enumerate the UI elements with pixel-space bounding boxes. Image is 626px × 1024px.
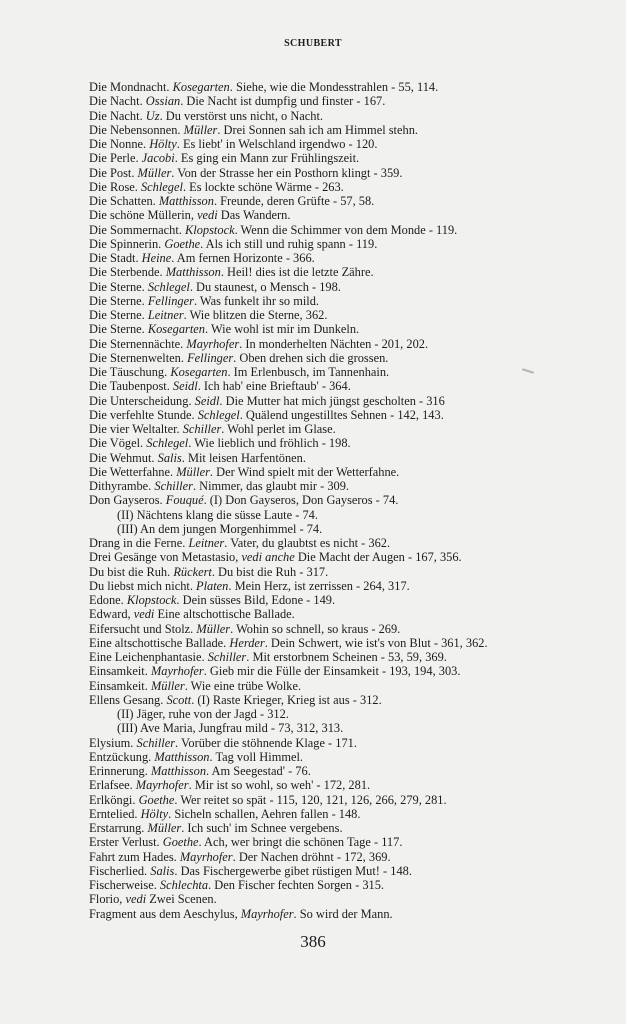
entry-author: Scott (166, 692, 192, 707)
entry-incipit-pages: . Drei Sonnen sah ich am Himmel stehn. (217, 122, 418, 137)
entry-incipit-pages: . Vorüber die stöhnende Klage - 171. (175, 735, 357, 750)
entry-title: Die Spinnerin. (89, 236, 165, 251)
entry-author: Klopstock (185, 222, 235, 237)
entry-incipit-pages: . Den Fischer fechten Sorgen - 315. (208, 878, 385, 892)
entry-incipit-pages: Eine altschottische Ballade. (154, 607, 295, 622)
entry-title: Die Stadt. (89, 251, 142, 265)
entry-author: Jacobi (141, 151, 175, 166)
entry-title: Fischerlied. (89, 863, 151, 878)
entry-author: Goethe (162, 835, 199, 850)
entry-incipit-pages: . Sicheln schallen, Aehren fallen - 148. (168, 806, 361, 821)
entry-incipit-pages: . Es liebt' in Welschland irgendwo - 120. (176, 137, 378, 151)
index-entry (89, 365, 488, 379)
entry-author: Schiller (154, 479, 193, 493)
index-entry (89, 436, 488, 450)
entry-title: Die Mondnacht. (89, 80, 173, 94)
entry-incipit-pages: . Dein Schwert, wie ist's von Blut - 361, 362. (264, 635, 488, 650)
index-entry (89, 835, 488, 849)
entry-incipit-pages: . Am Seegestad' - 76. (206, 764, 311, 778)
index-entry (89, 593, 488, 607)
entry-incipit-pages: . Ach, wer bringt die schönen Tage - 117. (198, 835, 403, 850)
index-entry (89, 237, 488, 251)
entry-incipit-pages: . (I) Don Gayseros, Don Gayseros - 74. (203, 493, 399, 508)
index-entry (89, 536, 488, 550)
entry-title: Drei Gesänge von Metastasio, (89, 550, 242, 565)
entry-incipit-pages: . Quälend ungestilltes Sehnen - 142, 143. (239, 407, 444, 422)
entry-author: Kosegarten (170, 365, 228, 379)
entry-title: Drang in die Ferne. (89, 536, 189, 550)
entry-incipit-pages: . Wohl perlet im Glase. (221, 422, 336, 436)
entry-incipit-pages: . Mein Herz, ist zerrissen - 264, 317. (228, 578, 410, 593)
index-subentry (89, 707, 488, 721)
entry-author: Mayrhofer (240, 906, 294, 921)
entry-incipit-pages: Zwei Scenen. (146, 892, 217, 907)
index-entry (89, 607, 488, 621)
entry-title: Erlköngi. (89, 792, 139, 807)
entry-author: Mayrhofer (186, 336, 240, 351)
entry-incipit-pages: . Wie lieblich und fröhlich - 198. (188, 436, 351, 451)
entry-incipit-pages: . So wird der Mann. (293, 906, 393, 921)
index-entry (89, 907, 488, 921)
entry-author: Schiller (136, 735, 176, 750)
page-number: 386 (300, 932, 326, 951)
index-entry (89, 451, 488, 465)
entry-title: Die Sterne. (89, 322, 148, 337)
entry-title: Erntelied. (89, 806, 141, 821)
entry-title: Die Perle. (89, 151, 142, 166)
entry-author: Herder (229, 635, 265, 650)
entry-incipit-pages: . Du verstörst uns nicht, o Nacht. (159, 108, 324, 123)
entry-title: (II) Nächtens klang die süsse Laute - 74. (117, 507, 318, 522)
index-entry (89, 251, 488, 265)
entry-incipit-pages: . Wer reitet so spät - 115, 120, 121, 126, 266, 279, 281. (174, 792, 447, 807)
index-entry (89, 280, 488, 294)
entry-title: Edone. (89, 593, 127, 607)
entry-title: (II) Jäger, ruhe von der Jagd - 312. (117, 707, 289, 721)
index-entry (89, 322, 488, 336)
entry-author: vedi (197, 208, 218, 223)
index-entry (89, 265, 488, 279)
entry-author: Schlegel (197, 407, 240, 422)
entry-incipit-pages: . Siehe, wie die Mondesstrahlen - 55, 114. (229, 80, 439, 94)
entry-incipit-pages: . (I) Raste Krieger, Krieg ist aus - 312. (191, 692, 382, 707)
index-entry (89, 878, 488, 892)
entry-title: Fahrt zum Hades. (89, 849, 180, 864)
entry-incipit-pages: . Mit erstorbnem Scheinen - 53, 59, 369. (246, 650, 447, 664)
entry-title: Edward, (89, 607, 134, 622)
entry-title: Die Schatten. (89, 194, 159, 208)
entry-incipit-pages: . Vater, du glaubtst es nicht - 362. (224, 536, 391, 550)
index-entry (89, 422, 488, 436)
entry-incipit-pages: . Als ich still und ruhig spann - 119. (200, 236, 378, 251)
index-entry (89, 137, 488, 151)
entry-author: Matthisson (158, 194, 214, 208)
index-entry (89, 80, 488, 94)
index-entry (89, 337, 488, 351)
entry-author: Schlegel (146, 436, 189, 451)
entry-title: Florio, (89, 892, 126, 907)
index-entry (89, 493, 488, 507)
entry-incipit-pages: . Die Mutter hat mich jüngst gescholten - 316 (219, 393, 445, 408)
entry-author: Kosegarten (147, 322, 205, 337)
entry-title: Die Täuschung. (89, 365, 171, 379)
entry-incipit-pages: . Es lockte schöne Wärme - 263. (182, 179, 344, 194)
entry-title: Einsamkeit. (89, 664, 151, 679)
entry-title: Fischerweise. (89, 878, 160, 892)
index-entry (89, 565, 488, 579)
index-entry (89, 764, 488, 778)
entry-title: Du liebst mich nicht. (89, 578, 197, 593)
entry-incipit-pages: . Wohin so schnell, so kraus - 269. (230, 621, 401, 636)
entry-author: Seidl (194, 393, 220, 408)
entry-incipit-pages: Die Macht der Augen - 167, 356. (294, 550, 462, 565)
entry-title: Die vier Weltalter. (89, 422, 183, 436)
entry-incipit-pages: . Was funkelt ihr so mild. (193, 293, 320, 308)
entry-author: Hölty (149, 137, 177, 151)
entry-incipit-pages: . Wenn die Schimmer von dem Monde - 119. (234, 222, 458, 237)
index-entry (89, 180, 488, 194)
entry-title: Die Sterne. (89, 308, 148, 322)
entry-incipit-pages: . Gieb mir die Fülle der Einsamkeit - 193, 194, 303. (203, 664, 461, 679)
entry-title: Die Vögel. (89, 436, 147, 451)
entry-title: Die Sterbende. (89, 265, 166, 280)
entry-author: Schlegel (147, 279, 190, 294)
running-header: SCHUBERT (284, 38, 342, 49)
entry-author: vedi (133, 607, 155, 622)
entry-title: (III) Ave Maria, Jungfrau mild - 73, 312, 313. (117, 721, 344, 736)
entry-title: Fragment aus dem Aeschylus, (89, 906, 241, 921)
entry-author: Müller (137, 165, 172, 180)
index-entry (89, 151, 488, 165)
entry-title: Die Sommernacht. (89, 222, 186, 237)
entry-title: Die Sterne. (89, 279, 148, 294)
index-entry (89, 778, 488, 792)
entry-incipit-pages: . Dein süsses Bild, Edone - 149. (176, 593, 336, 607)
entry-title: Ellens Gesang. (89, 692, 167, 707)
index-entry (89, 650, 488, 664)
entry-author: Schlegel (140, 179, 183, 194)
index-entry (89, 208, 488, 222)
index-entry (89, 123, 488, 137)
entry-title: Erster Verlust. (89, 835, 163, 850)
entry-title: Die Sternenwelten. (89, 350, 188, 365)
entry-title: Die Nacht. (89, 94, 146, 109)
index-entry (89, 194, 488, 208)
entry-title: Erlafsee. (89, 778, 136, 793)
entry-incipit-pages: . In monderhelten Nächten - 201, 202. (239, 336, 429, 351)
entry-title: Die Sterne. (89, 293, 148, 308)
entry-incipit-pages: . Mit leisen Harfentönen. (181, 450, 306, 465)
index-entry (89, 750, 488, 764)
entry-author: Fellinger (187, 350, 234, 365)
entry-title: Die Wetterfahne. (89, 464, 177, 479)
entry-author: Müller (183, 122, 218, 137)
entry-author: Ossian (145, 94, 181, 109)
index-entry (89, 479, 488, 493)
index-entry (89, 408, 488, 422)
index-entry (89, 550, 488, 564)
index-subentry (89, 721, 488, 735)
entry-author: Fouqué (165, 493, 204, 508)
entry-author: Heine (141, 251, 172, 265)
entry-author: Müller (176, 464, 210, 479)
entry-incipit-pages: . Am fernen Horizonte - 366. (171, 251, 315, 265)
entry-incipit-pages: . Oben drehen sich die grossen. (233, 350, 389, 365)
entry-incipit-pages: . Freunde, deren Grüfte - 57, 58. (213, 194, 375, 208)
entry-incipit-pages: . Wie eine trübe Wolke. (184, 678, 302, 693)
entry-incipit-pages: . Von der Strasse her ein Posthorn klingt - 359. (171, 165, 403, 180)
entry-incipit-pages: . Die Nacht ist dumpfig und finster - 167. (180, 94, 386, 109)
entry-incipit-pages: . Du staunest, o Mensch - 198. (189, 279, 341, 294)
index-entry (89, 294, 488, 308)
index-entry (89, 736, 488, 750)
entry-author: Seidl (172, 379, 198, 394)
entry-incipit-pages: . Es ging ein Mann zur Frühlingszeit. (174, 151, 360, 166)
entry-title: Die schöne Müllerin, (89, 208, 198, 223)
index-subentry (89, 508, 488, 522)
entry-title: Eifersucht und Stolz. (89, 621, 197, 636)
index-entry (89, 807, 488, 821)
entry-author: Leitner (188, 536, 225, 550)
entry-incipit-pages: . Wie blitzen die Sterne, 362. (183, 308, 328, 322)
index-entry (89, 664, 488, 678)
index-entry (89, 379, 488, 393)
entry-author: Goethe (138, 792, 175, 807)
entry-author: Uz (145, 108, 160, 123)
entry-author: Mayrhofer (135, 778, 189, 793)
entry-title: Die Unterscheidung. (89, 393, 195, 408)
entry-title: Einsamkeit. (89, 678, 151, 693)
index-entry (89, 166, 488, 180)
song-index-list (89, 80, 488, 921)
entry-title: Entzückung. (89, 749, 155, 764)
entry-incipit-pages: . Das Fischergewerbe gibet rüstigen Mut! - 148. (174, 863, 412, 878)
entry-author: Rückert (173, 564, 212, 579)
entry-title: Die Sternennächte. (89, 336, 187, 351)
index-entry (89, 622, 488, 636)
entry-title: Don Gayseros. (89, 493, 166, 508)
entry-incipit-pages: . Der Wind spielt mit der Wetterfahne. (209, 464, 400, 479)
entry-incipit-pages: . Ich such' im Schnee vergebens. (181, 821, 343, 835)
entry-title: Die verfehlte Stunde. (89, 407, 198, 422)
entry-author: Mayrhofer (150, 664, 204, 679)
entry-author: vedi (125, 892, 147, 907)
entry-incipit-pages: . Mir ist so wohl, so weh' - 172, 281. (188, 778, 371, 793)
entry-incipit-pages: . Ich hab' eine Brieftaub' - 364. (197, 379, 351, 394)
entry-incipit-pages: . Der Nachen dröhnt - 172, 369. (232, 849, 391, 864)
entry-title: Eine altschottische Ballade. (89, 635, 230, 650)
entry-author: Platen (196, 578, 229, 593)
entry-title: Die Post. (89, 165, 138, 180)
index-entry (89, 579, 488, 593)
index-entry (89, 693, 488, 707)
index-entry (89, 465, 488, 479)
index-entry (89, 793, 488, 807)
index-entry (89, 864, 488, 878)
entry-author: Schiller (182, 422, 222, 436)
index-entry (89, 394, 488, 408)
entry-author: Klopstock (126, 593, 177, 607)
index-entry (89, 109, 488, 123)
entry-title: Eine Leichenphantasie. (89, 650, 208, 664)
index-entry (89, 892, 488, 906)
entry-title: Elysium. (89, 735, 137, 750)
entry-title: Die Wehmut. (89, 450, 158, 465)
entry-title: Erstarrung. (89, 821, 148, 835)
entry-incipit-pages: . Im Erlenbusch, im Tannenhain. (227, 365, 390, 379)
entry-author: Schlechta (159, 878, 209, 892)
entry-title: Die Taubenpost. (89, 379, 173, 394)
entry-author: Salis (157, 450, 182, 465)
entry-author: Matthisson (154, 749, 210, 764)
entry-title: Die Rose. (89, 179, 141, 194)
entry-author: Schiller (207, 650, 247, 664)
print-smudge (522, 368, 534, 374)
entry-author: Müller (147, 821, 182, 835)
entry-author: Müller (150, 678, 185, 693)
entry-incipit-pages: . Tag voll Himmel. (209, 749, 304, 764)
entry-title: Du bist die Ruh. (89, 564, 174, 579)
index-entry (89, 94, 488, 108)
entry-title: Die Nacht. (89, 108, 146, 123)
index-entry (89, 679, 488, 693)
entry-incipit-pages: Das Wandern. (217, 208, 291, 223)
entry-title: Die Nonne. (89, 137, 150, 151)
entry-author: vedi anche (241, 550, 295, 565)
index-subentry (89, 522, 488, 536)
entry-author: Fellinger (147, 293, 194, 308)
entry-author: Salis (150, 863, 175, 878)
entry-incipit-pages: . Heil! dies ist die letzte Zähre. (220, 265, 374, 280)
entry-incipit-pages: . Wie wohl ist mir im Dunkeln. (204, 322, 360, 337)
index-entry (89, 223, 488, 237)
entry-author: Kosegarten (172, 80, 230, 94)
entry-title: Die Nebensonnen. (89, 122, 184, 137)
entry-title: (III) An dem jungen Morgenhimmel - 74. (117, 521, 323, 536)
entry-author: Müller (196, 621, 231, 636)
entry-author: Goethe (164, 236, 201, 251)
entry-author: Hölty (140, 806, 169, 821)
entry-incipit-pages: . Du bist die Ruh - 317. (211, 564, 329, 579)
entry-author: Matthisson (165, 265, 221, 280)
entry-title: Erinnerung. (89, 764, 151, 778)
index-entry (89, 850, 488, 864)
index-entry (89, 308, 488, 322)
index-entry (89, 636, 488, 650)
index-entry (89, 821, 488, 835)
entry-incipit-pages: . Nimmer, das glaubt mir - 309. (192, 479, 350, 493)
entry-author: Matthisson (150, 764, 207, 778)
entry-title: Dithyrambe. (89, 479, 155, 493)
entry-author: Leitner (147, 308, 184, 322)
entry-author: Mayrhofer (179, 849, 233, 864)
index-entry (89, 351, 488, 365)
